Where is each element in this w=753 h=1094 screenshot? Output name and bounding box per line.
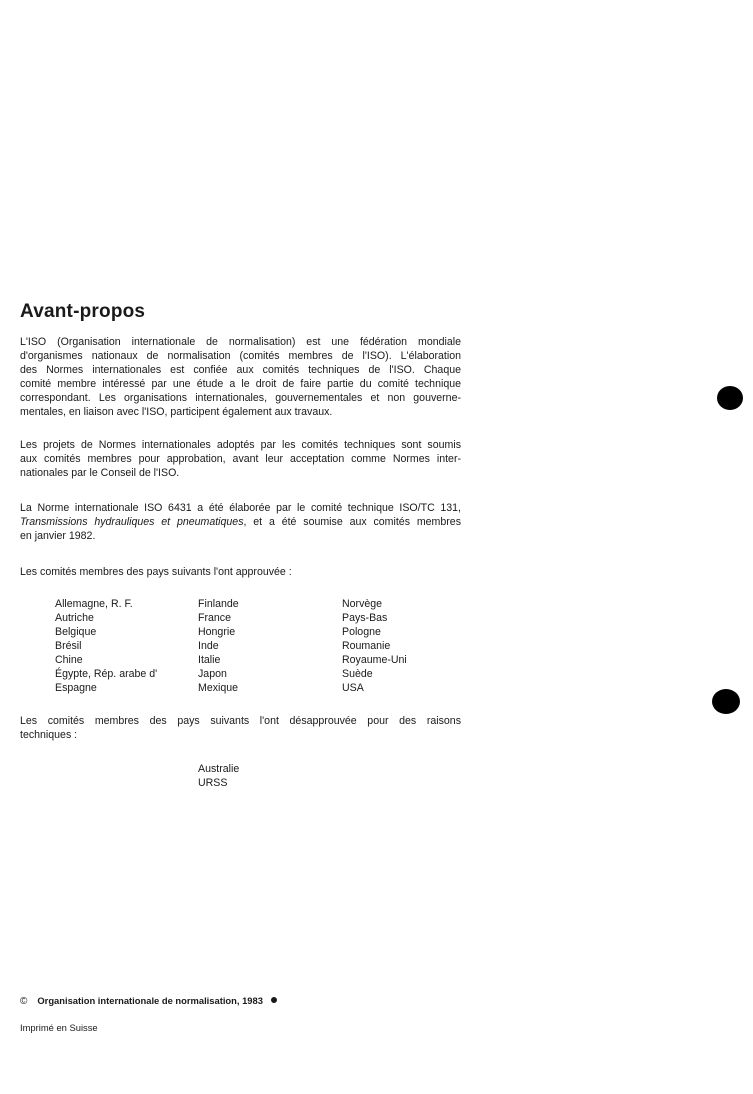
country-item: Brésil — [55, 640, 82, 652]
country-item: Espagne — [55, 682, 97, 694]
approved-intro — [20, 565, 461, 579]
text-line: des Normes internationales est confiée aux comités techniques de l'ISO. Chaque — [20, 364, 461, 376]
disapproved-intro — [20, 714, 461, 742]
page-title: Avant-propos — [20, 301, 146, 322]
approved-countries-column-1 — [55, 597, 157, 695]
foreword-paragraph-drafts — [20, 438, 461, 480]
text-line: en janvier 1982. — [20, 530, 96, 542]
country-item: France — [198, 612, 231, 624]
text-line: techniques : — [20, 729, 78, 741]
country-item: Roumanie — [342, 640, 391, 652]
country-item: Royaume-Uni — [342, 654, 407, 666]
country-item: Norvège — [342, 598, 383, 610]
text-line: d'organismes nationaux de normalisation (comités membres de l'ISO). L'élaboration — [20, 350, 461, 362]
text-line: Les comités membres des pays suivants l'ont désapprouvée pour des raisons — [20, 715, 461, 727]
punch-hole-icon — [717, 386, 743, 410]
country-item: Chine — [55, 654, 83, 666]
printed-in-notice: Imprimé en Suisse — [20, 1022, 98, 1033]
country-item: Hongrie — [198, 626, 236, 638]
text-line: La Norme internationale ISO 6431 a été élaborée par le comité technique ISO/TC 131, — [20, 502, 461, 514]
foreword-paragraph-iso — [20, 335, 461, 419]
punch-hole-icon — [712, 689, 740, 714]
country-item: Inde — [198, 640, 219, 652]
country-item: Autriche — [55, 612, 94, 624]
country-item: Finlande — [198, 598, 239, 610]
country-item: Égypte, Rép. arabe d' — [55, 668, 158, 680]
copyright-text: Organisation internationale de normalisation, 1983 — [37, 995, 263, 1006]
text-line: L'ISO (Organisation internationale de normalisation) est une fédération mondiale — [20, 336, 461, 348]
text-line: correspondant. Les organisations internationales, gouvernementales et non gouverne- — [20, 392, 461, 404]
text-line: Les projets de Normes internationales adoptés par les comités techniques sont soumis — [20, 439, 461, 451]
text-line: nationales par le Conseil de l'ISO. — [20, 467, 180, 479]
country-item: Suède — [342, 668, 373, 680]
committee-title: Transmissions hydrauliques et pneumatiques — [20, 516, 244, 528]
text-line: mentales, en liaison avec l'ISO, participent également aux travaux. — [20, 406, 333, 418]
approved-countries-column-2 — [198, 597, 239, 695]
disapproved-countries — [198, 762, 239, 790]
text-line: aux comités membres pour approbation, avant leur acceptation comme Normes inter- — [20, 453, 461, 465]
country-item: Japon — [198, 668, 227, 680]
text-line: comité membre intéressé par une étude a le droit de faire partie du comité technique — [20, 378, 461, 390]
text-line: Les comités membres des pays suivants l'ont approuvée : — [20, 566, 292, 578]
country-item: Pologne — [342, 626, 381, 638]
country-item: Mexique — [198, 682, 239, 694]
country-item: Belgique — [55, 626, 97, 638]
bullet-icon — [271, 997, 277, 1003]
country-item: URSS — [198, 777, 228, 789]
country-item: USA — [342, 682, 364, 694]
country-item: Italie — [198, 654, 221, 666]
country-item: Australie — [198, 763, 240, 775]
country-item: Allemagne, R. F. — [55, 598, 133, 610]
foreword-paragraph-standard — [20, 501, 461, 543]
copyright-symbol: © — [20, 996, 28, 1007]
copyright-notice — [20, 995, 277, 1007]
approved-countries-column-3 — [342, 597, 407, 695]
text-fragment: , et a été soumise aux comités membres — [243, 516, 461, 528]
text-line — [20, 515, 461, 529]
country-item: Pays-Bas — [342, 612, 388, 624]
